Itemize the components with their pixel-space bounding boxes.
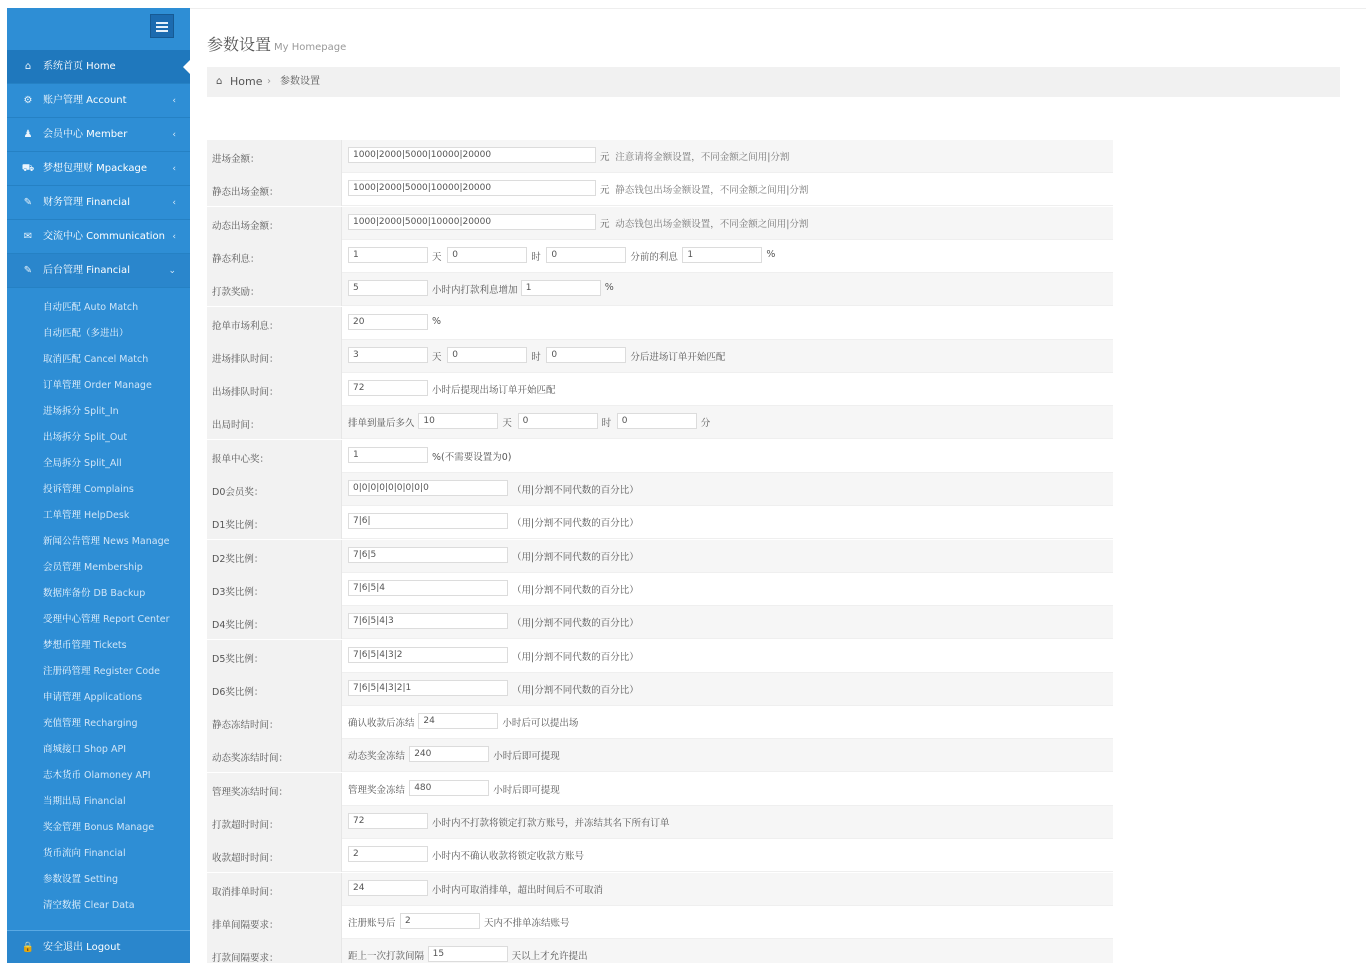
sidebar-subitem-en: Financial: [84, 848, 126, 859]
field-text: 时: [601, 418, 612, 429]
sidebar-subitem-en: Membership: [84, 562, 143, 573]
setting-input[interactable]: 10: [418, 413, 498, 429]
sidebar-item-3[interactable]: [7, 152, 190, 186]
form-row: [207, 640, 1113, 673]
sidebar-subitem-11[interactable]: [43, 581, 145, 607]
label-cell: [207, 839, 342, 872]
sidebar-subitem-cn: 商城接口: [43, 744, 82, 755]
setting-input[interactable]: 1: [682, 247, 762, 263]
active-indicator: [183, 59, 190, 75]
field-text: 小时后提现出场订单开始匹配: [432, 385, 556, 396]
sidebar-item-label: 安全退出 Logout: [43, 942, 121, 953]
sidebar-subitem-21[interactable]: [43, 841, 126, 867]
sidebar-subitem-7[interactable]: [43, 477, 134, 503]
form-row: [207, 506, 1113, 539]
setting-input[interactable]: 1: [521, 280, 601, 296]
setting-input[interactable]: 1000|2000|5000|10000|20000: [348, 147, 596, 163]
setting-input[interactable]: 1000|2000|5000|10000|20000: [348, 180, 596, 196]
field-text: 分: [700, 418, 711, 429]
sidebar-subitem-cn: 志木货币: [43, 770, 82, 781]
backend-icon: ✎: [23, 265, 33, 276]
sidebar-item-2[interactable]: [7, 118, 190, 152]
form-row: [207, 307, 1113, 340]
form-row: [207, 340, 1113, 373]
setting-input[interactable]: 7|6|5|4|3|2: [348, 647, 508, 663]
sidebar-subitem-cn: 奖金管理: [43, 822, 82, 833]
sidebar-subitem-20[interactable]: [43, 815, 154, 841]
setting-input[interactable]: 72: [348, 813, 428, 829]
setting-input[interactable]: 1000|2000|5000|10000|20000: [348, 214, 596, 230]
form-row: [207, 839, 1113, 872]
hint-text: 注意请将金额设置，不同金额之间用|分割: [615, 152, 790, 163]
setting-input[interactable]: 72: [348, 380, 428, 396]
field-text: 小时后可以提出场: [502, 718, 579, 729]
form-row: [207, 373, 1113, 406]
form-row: [207, 473, 1113, 506]
setting-input[interactable]: 0: [617, 413, 697, 429]
sidebar-subitem-cn: 注册码管理: [43, 666, 91, 677]
sidebar: [7, 8, 190, 963]
sidebar-subitem-en: Setting: [84, 874, 119, 885]
field-text: 分后进场订单开始匹配: [630, 352, 726, 363]
breadcrumb-home[interactable]: Home: [230, 75, 263, 88]
sidebar-subitem-cn: 工单管理: [43, 510, 82, 521]
chevron-icon: ‹: [172, 232, 176, 242]
sidebar-subitem-0[interactable]: [43, 295, 138, 321]
form-row: [207, 540, 1113, 573]
setting-input[interactable]: 24: [348, 880, 428, 896]
sidebar-subitem-22[interactable]: [43, 867, 118, 893]
setting-input[interactable]: 7|6|5|4|3: [348, 613, 508, 629]
sidebar-item-0[interactable]: [7, 50, 190, 84]
page-subtitle: My Homepage: [274, 42, 347, 53]
label-cell: [207, 606, 342, 639]
form-row: [207, 140, 1113, 173]
setting-input[interactable]: 0: [447, 347, 527, 363]
field-text: 动态奖金冻结: [348, 751, 406, 762]
sidebar-subitem-cn: 会员管理: [43, 562, 82, 573]
label-cell: [207, 906, 342, 939]
field-text: 天内不排单冻结账号: [484, 918, 570, 929]
field-label: 抢单市场利息：: [212, 321, 279, 332]
page-title: [207, 32, 346, 55]
label-cell: [207, 173, 342, 206]
setting-input[interactable]: 2: [348, 846, 428, 862]
field-text: 元: [600, 185, 610, 196]
sidebar-subitem-cn: 投诉管理: [43, 484, 82, 495]
setting-input[interactable]: 15: [428, 946, 508, 962]
setting-input[interactable]: 0: [447, 247, 527, 263]
sidebar-item-label: 账户管理 Account: [43, 95, 127, 106]
field-label: 出局时间：: [212, 420, 260, 431]
field-label: 进场排队时间：: [212, 354, 279, 365]
label-cell: [207, 739, 342, 772]
sidebar-subitem-en: Bonus Manage: [84, 822, 155, 833]
form-row: [207, 207, 1113, 240]
field-text: %(不需要设置为0): [432, 452, 512, 463]
field-text: 分前的利息: [630, 252, 678, 263]
form-row: [207, 939, 1113, 963]
sidebar-subitem-19[interactable]: [43, 789, 126, 815]
chevron-icon: ‹: [172, 164, 176, 174]
field-text: 元: [600, 152, 610, 163]
field-text: 注册账号后: [348, 918, 396, 929]
field-label: 排单间隔要求：: [212, 920, 279, 931]
sidebar-subitem-cn: 取消匹配: [43, 354, 82, 365]
field-text: （用|分割不同代数的百分比）: [512, 518, 639, 529]
sidebar-subitem-en: Auto Match: [84, 302, 139, 313]
field-label: 静态利息：: [212, 254, 260, 265]
field-text: 小时内可取消排单，超出时间后不可取消: [432, 885, 604, 896]
form-row: [207, 173, 1113, 206]
sidebar-subitem-5[interactable]: [43, 425, 127, 451]
field-text: （用|分割不同代数的百分比）: [512, 618, 639, 629]
gear-icon: ⚙: [23, 95, 33, 106]
field-label: 动态出场金额：: [212, 221, 279, 232]
label-cell: [207, 207, 342, 240]
cart-icon: ⛟: [21, 163, 35, 174]
field-text: %: [432, 316, 442, 327]
breadcrumb-current: 参数设置: [280, 76, 320, 87]
field-text: 排单到量后多久: [348, 418, 415, 429]
form-row: [207, 240, 1113, 273]
sidebar-subitem-en: Tickets: [93, 640, 127, 651]
setting-input[interactable]: 3: [348, 347, 428, 363]
sidebar-subitem-cn: 申请管理: [43, 692, 82, 703]
sidebar-item-5[interactable]: [7, 220, 190, 254]
sidebar-item-6[interactable]: [7, 254, 190, 288]
field-text: 小时内不确认收款将锁定收款方账号: [432, 851, 585, 862]
sidebar-subitem-cn: 进场拆分: [43, 406, 82, 417]
chevron-icon: ‹: [172, 130, 176, 140]
label-cell: [207, 873, 342, 906]
chevron-icon: ‹: [172, 96, 176, 106]
label-cell: [207, 706, 342, 739]
label-cell: [207, 406, 342, 439]
setting-input[interactable]: 7|6|: [348, 513, 508, 529]
setting-input[interactable]: 24: [418, 713, 498, 729]
field-text: %: [604, 282, 614, 293]
sidebar-subitem-2[interactable]: [43, 347, 148, 373]
field-label: D1奖比例：: [212, 520, 264, 531]
form-row: [207, 906, 1113, 939]
label-cell: [207, 540, 342, 573]
sidebar-subitem-en: Split_In: [84, 406, 119, 417]
field-text: %: [766, 249, 776, 260]
field-text: 元: [600, 219, 610, 230]
field-label: D3奖比例：: [212, 587, 264, 598]
sidebar-subitem-en: Split_All: [84, 458, 122, 469]
sidebar-subitem-cn: 自动匹配: [43, 302, 82, 313]
sidebar-subitem-en: Shop API: [84, 744, 126, 755]
user-icon: ♟: [23, 129, 33, 140]
field-text: 管理奖金冻结: [348, 785, 406, 796]
field-label: 报单中心奖：: [212, 454, 270, 465]
setting-input[interactable]: 1: [348, 447, 428, 463]
setting-input[interactable]: 480: [409, 780, 489, 796]
sidebar-item-label: 会员中心 Member: [43, 129, 128, 140]
form-row: [207, 273, 1113, 306]
setting-input[interactable]: 5: [348, 280, 428, 296]
breadcrumb-separator: ›: [267, 76, 271, 87]
sidebar-subitem-en: Financial: [84, 796, 126, 807]
setting-input[interactable]: 7|6|5|4|3|2|1: [348, 680, 508, 696]
label-cell: [207, 673, 342, 706]
setting-input[interactable]: 0: [518, 413, 598, 429]
label-cell: [207, 273, 342, 306]
setting-input[interactable]: 7|6|5: [348, 547, 508, 563]
home-icon: ⌂: [24, 61, 32, 72]
sidebar-subitem-14[interactable]: [43, 659, 160, 685]
label-cell: [207, 640, 342, 673]
field-label: D5奖比例：: [212, 654, 264, 665]
sidebar-subitem-23[interactable]: [43, 893, 135, 919]
sidebar-subitem-cn: 自动匹配（多进出）: [43, 328, 129, 339]
field-label: 静态出场金额：: [212, 187, 279, 198]
sidebar-subitem-6[interactable]: [43, 451, 122, 477]
label-cell: [207, 440, 342, 473]
label-cell: [207, 773, 342, 806]
setting-input[interactable]: 1: [348, 247, 428, 263]
sidebar-item-label: 财务管理 Financial: [43, 197, 130, 208]
field-label: 取消排单时间：: [212, 887, 279, 898]
field-label: D4奖比例：: [212, 620, 264, 631]
field-text: （用|分割不同代数的百分比）: [512, 485, 639, 496]
label-cell: [207, 307, 342, 340]
hint-text: 动态钱包出场金额设置，不同金额之间用|分割: [615, 219, 809, 230]
page-title-text: 参数设置: [207, 35, 272, 54]
home-icon: ⌂: [216, 76, 223, 87]
sidebar-item-label: 交流中心 Communication: [43, 231, 165, 242]
top-divider: [190, 8, 1366, 9]
chevron-icon: ‹: [172, 198, 176, 208]
communication-icon: ✉: [23, 231, 33, 242]
sidebar-subitem-en: Cancel Match: [84, 354, 149, 365]
sidebar-item-logout[interactable]: [7, 930, 190, 963]
form-row: [207, 806, 1113, 839]
financial-icon: ✎: [23, 197, 33, 208]
label-cell: [207, 573, 342, 606]
field-text: （用|分割不同代数的百分比）: [512, 652, 639, 663]
field-text: 小时内不打款将锁定打款方账号，并冻结其名下所有订单: [432, 818, 670, 829]
settings-form: [207, 118, 1113, 963]
label-cell: [207, 506, 342, 539]
sidebar-item-4[interactable]: [7, 186, 190, 220]
setting-input[interactable]: 7|6|5|4: [348, 580, 508, 596]
sidebar-subitem-cn: 梦想币管理: [43, 640, 91, 651]
field-label: 收款超时时间：: [212, 853, 279, 864]
sidebar-subitem-en: Report Center: [103, 614, 170, 625]
sidebar-subitem-cn: 订单管理: [43, 380, 82, 391]
sidebar-subitem-cn: 出场拆分: [43, 432, 82, 443]
sidebar-subitem-cn: 充值管理: [43, 718, 82, 729]
field-label: 出场排队时间：: [212, 387, 279, 398]
sidebar-subitem-12[interactable]: [43, 607, 170, 633]
field-text: 天: [502, 418, 512, 429]
label-cell: [207, 473, 342, 506]
field-text: 天: [432, 352, 442, 363]
sidebar-subitem-18[interactable]: [43, 763, 151, 789]
sidebar-subitem-1[interactable]: [43, 321, 129, 347]
label-cell: [207, 373, 342, 406]
field-label: D0会员奖：: [212, 487, 264, 498]
sidebar-subitem-en: Applications: [84, 692, 143, 703]
sidebar-item-label: 系统首页 Home: [43, 61, 116, 72]
field-label: 进场金额：: [212, 154, 260, 165]
label-cell: [207, 340, 342, 373]
sidebar-subitem-13[interactable]: [43, 633, 127, 659]
sidebar-subitem-cn: 清空数据: [43, 900, 82, 911]
sidebar-subitem-en: Clear Data: [84, 900, 135, 911]
field-text: 天: [432, 252, 442, 263]
form-row: [207, 406, 1113, 439]
sidebar-subitem-3[interactable]: [43, 373, 152, 399]
sidebar-subitem-en: Complains: [84, 484, 134, 495]
label-cell: [207, 240, 342, 273]
setting-input[interactable]: 0: [546, 347, 626, 363]
field-text: 时: [531, 252, 541, 263]
sidebar-subitem-en: Register Code: [93, 666, 161, 677]
label-cell: [207, 806, 342, 839]
field-label: D6奖比例：: [212, 687, 264, 698]
sidebar-subitem-8[interactable]: [43, 503, 129, 529]
sidebar-subitem-cn: 货币流向: [43, 848, 82, 859]
sidebar-subitem-cn: 参数设置: [43, 874, 82, 885]
setting-input[interactable]: 240: [409, 746, 489, 762]
sidebar-item-1[interactable]: [7, 84, 190, 118]
field-label: 动态奖冻结时间：: [212, 753, 289, 764]
sidebar-subitem-cn: 新闻公告管理: [43, 536, 101, 547]
hint-text: 静态钱包出场金额设置，不同金额之间用|分割: [615, 185, 809, 196]
field-text: 天以上才允许提出: [511, 951, 588, 962]
field-label: 管理奖冻结时间：: [212, 787, 289, 798]
sidebar-subitem-en: DB Backup: [93, 588, 146, 599]
form-row: [207, 440, 1113, 473]
sidebar-subitem-en: Recharging: [84, 718, 138, 729]
form-row: [207, 673, 1113, 706]
lock-icon: 🔒: [21, 942, 35, 953]
field-text: （用|分割不同代数的百分比）: [512, 685, 639, 696]
setting-input[interactable]: 20: [348, 314, 428, 330]
field-label: 打款间隔要求：: [212, 953, 279, 963]
field-text: 时: [531, 352, 541, 363]
field-text: （用|分割不同代数的百分比）: [512, 552, 639, 563]
form-row: [207, 773, 1113, 806]
field-text: 小时内打款利息增加: [432, 285, 518, 296]
label-cell: [207, 939, 342, 963]
sidebar-subitem-9[interactable]: [43, 529, 169, 555]
sidebar-subitem-15[interactable]: [43, 685, 142, 711]
sidebar-subitem-4[interactable]: [43, 399, 119, 425]
sidebar-subitem-16[interactable]: [43, 711, 138, 737]
sidebar-subitem-cn: 当期出局: [43, 796, 82, 807]
field-label: 打款超时时间：: [212, 820, 279, 831]
field-label: D2奖比例：: [212, 554, 264, 565]
sidebar-subitem-10[interactable]: [43, 555, 143, 581]
form-row: [207, 573, 1113, 606]
sidebar-subitem-en: Order Manage: [84, 380, 152, 391]
field-label: 静态冻结时间：: [212, 720, 279, 731]
setting-input[interactable]: 0|0|0|0|0|0|0|0|0: [348, 480, 508, 496]
form-row: [207, 706, 1113, 739]
form-row: [207, 739, 1113, 772]
form-row: [207, 606, 1113, 639]
label-cell: [207, 140, 342, 173]
sidebar-subitem-en: HelpDesk: [84, 510, 130, 521]
setting-input[interactable]: 2: [400, 913, 480, 929]
field-text: （用|分割不同代数的百分比）: [512, 585, 639, 596]
field-label: 打款奖励：: [212, 287, 260, 298]
sidebar-subitem-cn: 全局拆分: [43, 458, 82, 469]
sidebar-subitem-cn: 数据库备份: [43, 588, 91, 599]
menu-toggle-icon[interactable]: [150, 14, 174, 38]
sidebar-subitem-cn: 受理中心管理: [43, 614, 101, 625]
sidebar-subitem-en: News Manage: [103, 536, 170, 547]
field-text: 小时后即可提现: [493, 751, 560, 762]
sidebar-subitem-17[interactable]: [43, 737, 126, 763]
sidebar-item-label: 后台管理 Financial: [43, 265, 130, 276]
setting-input[interactable]: 0: [546, 247, 626, 263]
field-text: 小时后即可提现: [493, 785, 560, 796]
breadcrumb: [207, 67, 1340, 97]
chevron-icon: ⌄: [168, 266, 176, 276]
field-text: 距上一次打款间隔: [348, 951, 425, 962]
sidebar-subitem-en: Split_Out: [84, 432, 128, 443]
form-row: [207, 873, 1113, 906]
field-text: 确认收款后冻结: [348, 718, 415, 729]
sidebar-subitem-en: Olamoney API: [84, 770, 151, 781]
sidebar-item-label: 梦想包理财 Mpackage: [43, 163, 148, 174]
